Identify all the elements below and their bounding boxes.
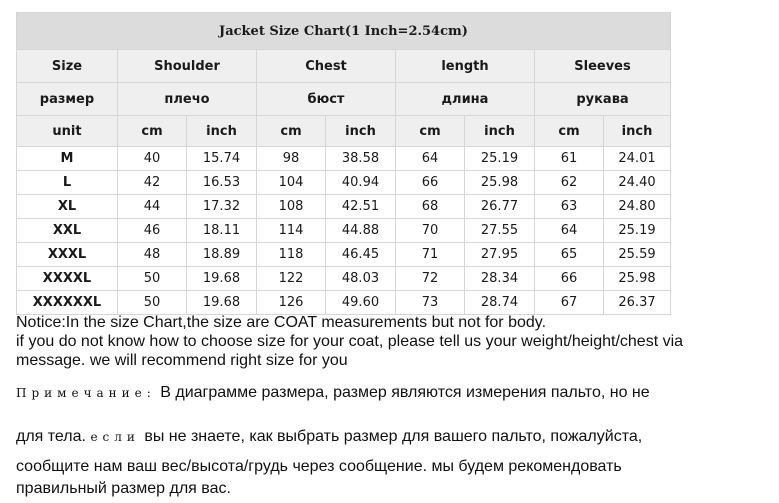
- table-cell: 71: [396, 243, 465, 267]
- unit-cell: inch: [187, 116, 257, 147]
- table-cell: 24.80: [604, 195, 671, 219]
- table-cell: 38.58: [326, 147, 396, 171]
- size-label: L: [17, 171, 118, 195]
- table-cell: 67: [535, 291, 604, 315]
- table-cell: 28.34: [465, 267, 535, 291]
- table-cell: 17.32: [187, 195, 257, 219]
- notice-ru-text-2a: для тела.: [16, 428, 86, 445]
- notice-ru-line-1: [16, 384, 650, 402]
- table-cell: 44: [118, 195, 187, 219]
- size-label: XXL: [17, 219, 118, 243]
- notice-ru-prefix: Примечание:: [16, 386, 156, 400]
- table-cell: 98: [257, 147, 326, 171]
- chart-title: Jacket Size Chart(1 Inch=2.54cm): [17, 13, 671, 50]
- table-cell: 104: [257, 171, 326, 195]
- unit-cell: inch: [326, 116, 396, 147]
- size-label: XL: [17, 195, 118, 219]
- size-label: XXXL: [17, 243, 118, 267]
- unit-cell: cm: [118, 116, 187, 147]
- table-cell: 48.03: [326, 267, 396, 291]
- notice-line-3: message. we will recommend right size for you: [16, 352, 348, 369]
- table-cell: 68: [396, 195, 465, 219]
- table-cell: 108: [257, 195, 326, 219]
- table-cell: 46.45: [326, 243, 396, 267]
- table-cell: 50: [118, 267, 187, 291]
- table-cell: 50: [118, 291, 187, 315]
- notice-ru-line-3: сообщите нам ваш вес/высота/грудь через сообщение. мы будем рекомендовать: [16, 458, 622, 475]
- header-sleeves-ru: рукава: [535, 83, 671, 116]
- table-cell: 66: [535, 267, 604, 291]
- size-label: XXXXXXL: [17, 291, 118, 315]
- table-row: [17, 267, 671, 291]
- table-cell: 40: [118, 147, 187, 171]
- table-cell: 25.19: [465, 147, 535, 171]
- header-sleeves: Sleeves: [535, 50, 671, 83]
- header-length: length: [396, 50, 535, 83]
- header-size: Size: [17, 50, 118, 83]
- table-cell: 18.11: [187, 219, 257, 243]
- table-cell: 24.01: [604, 147, 671, 171]
- table-cell: 66: [396, 171, 465, 195]
- unit-cell: cm: [396, 116, 465, 147]
- table-cell: 19.68: [187, 267, 257, 291]
- table-cell: 122: [257, 267, 326, 291]
- table-cell: 126: [257, 291, 326, 315]
- notice-ru-line-2: [16, 428, 642, 446]
- table-cell: 15.74: [187, 147, 257, 171]
- table-cell: 24.40: [604, 171, 671, 195]
- table-cell: 40.94: [326, 171, 396, 195]
- header-size-ru: размер: [17, 83, 118, 116]
- table-cell: 62: [535, 171, 604, 195]
- table-cell: 18.89: [187, 243, 257, 267]
- unit-label: unit: [17, 116, 118, 147]
- size-label: M: [17, 147, 118, 171]
- notice-ru-line-4: правильный размер для вас.: [16, 480, 231, 497]
- notice-ru-if: если: [90, 430, 140, 444]
- size-label: XXXXL: [17, 267, 118, 291]
- table-cell: 25.19: [604, 219, 671, 243]
- table-cell: 25.98: [604, 267, 671, 291]
- table-cell: 26.77: [465, 195, 535, 219]
- table-row: [17, 291, 671, 315]
- table-cell: 65: [535, 243, 604, 267]
- header-shoulder-ru: плечо: [118, 83, 257, 116]
- table-row: [17, 195, 671, 219]
- table-cell: 19.68: [187, 291, 257, 315]
- table-row: [17, 219, 671, 243]
- unit-cell: inch: [465, 116, 535, 147]
- header-shoulder: Shoulder: [118, 50, 257, 83]
- unit-cell: cm: [535, 116, 604, 147]
- table-cell: 73: [396, 291, 465, 315]
- unit-cell: cm: [257, 116, 326, 147]
- table-cell: 64: [396, 147, 465, 171]
- table-row: [17, 171, 671, 195]
- size-rows: [17, 147, 671, 315]
- table-cell: 114: [257, 219, 326, 243]
- table-cell: 25.98: [465, 171, 535, 195]
- table-row: [17, 147, 671, 171]
- notice-line-1: Notice:In the size Chart,the size are COAT measurements but not for body.: [16, 314, 547, 331]
- table-cell: 42: [118, 171, 187, 195]
- size-chart-table: [16, 12, 671, 315]
- notice-ru-text-1: В диаграмме размера, размер являются измерения пальто, но не: [155, 384, 650, 401]
- table-cell: 70: [396, 219, 465, 243]
- table-cell: 61: [535, 147, 604, 171]
- header-length-ru: длина: [396, 83, 535, 116]
- table-cell: 27.95: [465, 243, 535, 267]
- header-chest: Chest: [257, 50, 396, 83]
- header-chest-ru: бюст: [257, 83, 396, 116]
- table-cell: 118: [257, 243, 326, 267]
- table-row: [17, 243, 671, 267]
- table-cell: 48: [118, 243, 187, 267]
- table-cell: 16.53: [187, 171, 257, 195]
- table-cell: 27.55: [465, 219, 535, 243]
- table-cell: 42.51: [326, 195, 396, 219]
- table-cell: 72: [396, 267, 465, 291]
- notice-line-2: if you do not know how to choose size for your coat, please tell us your weight/height/chest via: [16, 333, 684, 350]
- table-cell: 28.74: [465, 291, 535, 315]
- table-cell: 46: [118, 219, 187, 243]
- table-cell: 26.37: [604, 291, 671, 315]
- table-cell: 25.59: [604, 243, 671, 267]
- table-cell: 63: [535, 195, 604, 219]
- table-cell: 64: [535, 219, 604, 243]
- unit-cell: inch: [604, 116, 671, 147]
- table-cell: 49.60: [326, 291, 396, 315]
- table-cell: 44.88: [326, 219, 396, 243]
- notice-ru-text-2b: вы не знаете, как выбрать размер для вашего пальто, пожалуйста,: [139, 428, 643, 445]
